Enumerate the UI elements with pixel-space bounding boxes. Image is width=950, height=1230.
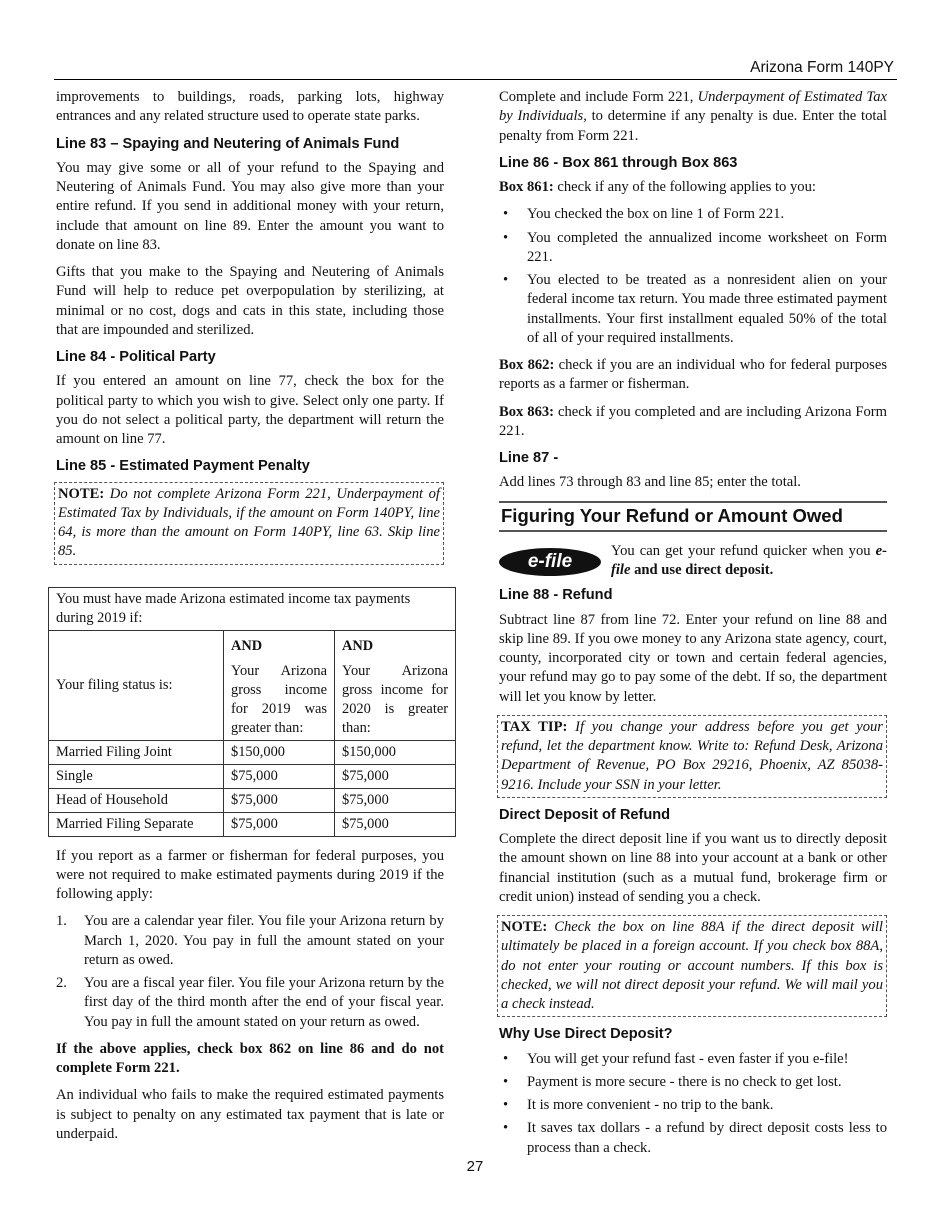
note-label: NOTE: [58,485,105,502]
table-caption: You must have made Arizona estimated income tax payments during 2019 if: [49,587,456,630]
list-item [499,205,887,224]
box863-text: check if you completed and are including Arizona Form 221. [499,403,887,439]
list-item [499,1119,887,1158]
right-column [499,88,887,1166]
amount-2019-cell: $150,000 [224,740,335,764]
penalty-paragraph: An individual who fails to make the required estimated payments is subject to penalty on any estimated tax payment that is late or underpaid. [56,1087,444,1142]
why-heading: Why Use Direct Deposit? [499,1026,673,1043]
list-text: You elected to be treated as a nonresident alien on your federal income tax return. You made three estimated payment installments. Your first installment equaled 50% of the total of all of your required installments. [527,272,887,346]
dd-note-label: NOTE: [501,919,548,936]
list-item [499,1096,887,1115]
bullet-icon: • [503,229,509,246]
box861-text: check if any of the following applies to you: [553,179,816,195]
status-cell: Head of Household [49,788,224,812]
amount-2020-cell: $75,000 [335,812,456,836]
list-text: You will get your refund fast - even faster if you e-file! [527,1050,849,1067]
box863-label: Box 863: [499,403,555,420]
why-list [499,1050,887,1158]
line85-note [54,482,444,565]
direct-deposit-paragraph: Complete the direct deposit line if you want us to directly deposit the amount shown on line 88 into your account at a bank or other financial institution (such as a mutual fund, brokerage firm or credit union) instead of sending you a check. [499,831,887,905]
efile-text-c: and use direct deposit. [630,562,774,579]
conditions-list [56,912,444,1032]
box862-label: Box 862: [499,357,555,373]
bullet-icon: • [503,1097,509,1114]
line87-heading: Line 87 - [499,450,559,466]
form221-paragraph [499,88,887,146]
form221-title: Underpayment of Estimated Tax by Individuals, [499,89,887,125]
list-item [499,1073,887,1092]
efile-callout [499,542,887,581]
form-title: Arizona Form 140PY [750,59,894,76]
table-row [49,788,456,812]
amount-2020-cell: $150,000 [335,740,456,764]
tax-tip-label: TAX TIP: [501,718,568,735]
col-2020-and: AND [342,637,374,654]
amount-2019-cell: $75,000 [224,788,335,812]
bold-instruction: If the above applies, check box 862 on line 86 and do not complete Form 221. [56,1040,444,1077]
box861-paragraph [499,178,887,197]
efile-logo-icon: e-file [499,548,601,576]
status-cell: Married Filing Joint [49,740,224,764]
list-text: You are a fiscal year filer. You file your Arizona return by the first day of the third month after the end of your fiscal year. You pay in full the amount stated on your return as owed. [84,975,444,1030]
table-row [49,764,456,788]
list-item [499,229,887,268]
amount-2019-cell: $75,000 [224,812,335,836]
list-item [56,912,444,970]
table-row [49,740,456,764]
efile-text-a: You can get your refund quicker when you [611,542,876,559]
list-item [56,974,444,1032]
tax-tip-text: If you change your address before you get your refund, let the department know. Write to: Refund Desk, Arizona Department of Revenue, PO Box 29216, Phoenix, AZ 85038-9216. Include your SSN in your letter. [501,718,883,793]
list-text: It is more convenient - no trip to the bank. [527,1097,774,1114]
list-number: 1. [56,913,67,930]
list-text: You completed the annualized income worksheet on Form 221. [527,229,887,265]
line84-paragraph: If you entered an amount on line 77, check the box for the political party to which you wish to give. Select only one party. If you do not select a political party, the department will return the amount on line 77. [56,373,444,447]
line87-paragraph: Add lines 73 through 83 and line 85; enter the total. [499,474,801,491]
amount-2019-cell: $75,000 [224,764,335,788]
box861-list [499,205,887,348]
list-number: 2. [56,975,67,992]
col-2020-text: Your Arizona gross income for 2020 is greater than: [342,662,448,736]
line85-heading: Line 85 - Estimated Payment Penalty [56,458,310,475]
note-text: Do not complete Arizona Form 221, Underpayment of Estimated Tax by Individuals, if the amount on Form 140PY, line 64, is more than the amount on Form 140PY, line 63. Skip line 85. [58,485,440,560]
line84-heading: Line 84 - Political Party [56,349,216,365]
line83-paragraph-1: You may give some or all of your refund to the Spaying and Neutering of Animals Fund. You may also give more than your entire refund. If you send in additional money with your return, include that amount on line 89. Enter the amount you want to donate on line 83. [56,159,444,253]
line86-heading: Line 86 - Box 861 through Box 863 [499,154,738,171]
page-number: 27 [466,1158,484,1175]
direct-deposit-heading: Direct Deposit of Refund [499,806,671,823]
efile-text-b: e-file [611,542,887,579]
col-2019-header [224,630,335,740]
dd-note-text: Check the box on line 88A if the direct deposit will ultimately be placed in a foreign account. If you check box 88A, do not enter your routing or account numbers. If this box is checked, we will not direct deposit your refund. We will mail you a check instead. [501,919,883,1013]
farmer-paragraph: If you report as a farmer or fisherman for federal purposes, you were not required to make estimated payments during 2019 if the following apply: [56,847,444,903]
direct-deposit-note [497,915,887,1017]
bullet-icon: • [503,272,509,288]
box862-paragraph [499,356,887,395]
bullet-icon: • [503,1050,509,1067]
intro-continuation: improvements to buildings, roads, parking lots, highway entrances and any related structure used to operate state parks. [56,89,444,125]
list-text: It saves tax dollars - a refund by direct deposit costs less to process than a check. [527,1120,887,1156]
amount-2020-cell: $75,000 [335,764,456,788]
status-cell: Single [49,764,224,788]
list-item [499,271,887,348]
left-column [56,88,448,1152]
list-text: You are a calendar year filer. You file your Arizona return by March 1, 2020. You pay in full the amount stated on your return as owed. [84,913,444,968]
box862-text: check if you are an individual who for federal purposes reports as a farmer or fisherman. [499,357,888,393]
table-row [49,812,456,836]
status-cell: Married Filing Separate [49,812,224,836]
col-2020-header [335,630,456,740]
form221-text-c: to determine if any penalty is due. Enter the total penalty from Form 221. [499,108,887,144]
amount-2020-cell: $75,000 [335,788,456,812]
header-rule [54,79,897,80]
box863-paragraph [499,403,887,442]
list-item [499,1050,887,1069]
line88-heading: Line 88 - Refund [499,587,613,604]
efile-text [611,542,887,581]
tax-tip [497,715,887,798]
form221-text-a: Complete and include Form 221, [499,89,698,105]
line83-paragraph-2: Gifts that you make to the Spaying and Neutering of Animals Fund will help to reduce pet overpopulation by sterilizing, at minimal or no cost, dogs and cats in this state, including those that are impounded and sterilized. [56,264,444,338]
bullet-icon: • [503,1073,509,1090]
section-title: Figuring Your Refund or Amount Owed [499,501,887,532]
bullet-icon: • [503,206,509,223]
list-text: You checked the box on line 1 of Form 221. [527,206,785,223]
line83-heading: Line 83 – Spaying and Neutering of Animals Fund [56,135,400,152]
filing-status-label: Your filing status is: [49,630,224,740]
col-2019-text: Your Arizona gross income for 2019 was greater than: [231,662,327,736]
bullet-icon: • [503,1120,509,1137]
list-text: Payment is more secure - there is no check to get lost. [527,1073,842,1090]
line88-paragraph: Subtract line 87 from line 72. Enter your refund on line 88 and skip line 89. If you owe money to any Arizona state agency, court, county, incorporated city or town and certain federal agencies, your refund may go to pay some of the debt. If so, the department will let you know by letter. [499,611,887,705]
box861-label: Box 861: [499,179,554,195]
estimated-payment-table [48,587,456,837]
col-2019-and: AND [231,637,263,654]
